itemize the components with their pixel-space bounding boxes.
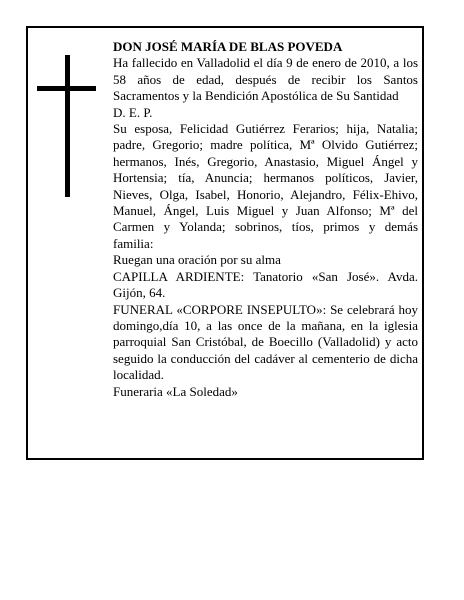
- chapel-info: CAPILLA ARDIENTE: Tanatorio «San José». Avda. Gijón, 64.: [113, 268, 418, 301]
- funeral-info: FUNERAL «CORPORE INSEPULTO»: Se celebrará hoy domingo,día 10, a las once de la mañana, en la iglesia parroquial San Cristóbal, de Boecillo (Valladolid) y acto seguido la conducción del cadáver al cementerio de dicha localidad.: [113, 301, 418, 383]
- cross-vertical-bar: [65, 55, 70, 197]
- family-list: Su esposa, Felicidad Gutiérrez Ferarios; hija, Natalia; padre, Gregorio; madre política, Mª Olvido Gutiérrez; hermanos, Inés, Gregorio, Anastasio, Miguel Ángel y Hortensia; tía, Anuncia; hermanos políticos, Javier, Nieves, Olga, Isabel, Honorio, Alejandro, Félix-Ehivo, Manuel, Ángel, Luis Miguel y Juan Alfonso; Mª del Carmen y Yolanda; sobrinos, tíos, primos y demás familia:: [113, 121, 418, 251]
- death-announcement: Ha fallecido en Valladolid el día 9 de enero de 2010, a los 58 años de edad, después de recibir los Santos Sacramentos y la Bendición Apostólica de Su Santidad: [113, 55, 418, 104]
- cross-horizontal-bar: [37, 86, 96, 91]
- obituary-text: [113, 39, 418, 400]
- dep-line: D. E. P.: [113, 104, 153, 120]
- deceased-name: DON JOSÉ MARÍA DE BLAS POVEDA: [113, 39, 343, 54]
- prayer-request: Ruegan una oración por su alma: [113, 252, 281, 268]
- funeral-home: Funeraria «La Soledad»: [113, 383, 238, 399]
